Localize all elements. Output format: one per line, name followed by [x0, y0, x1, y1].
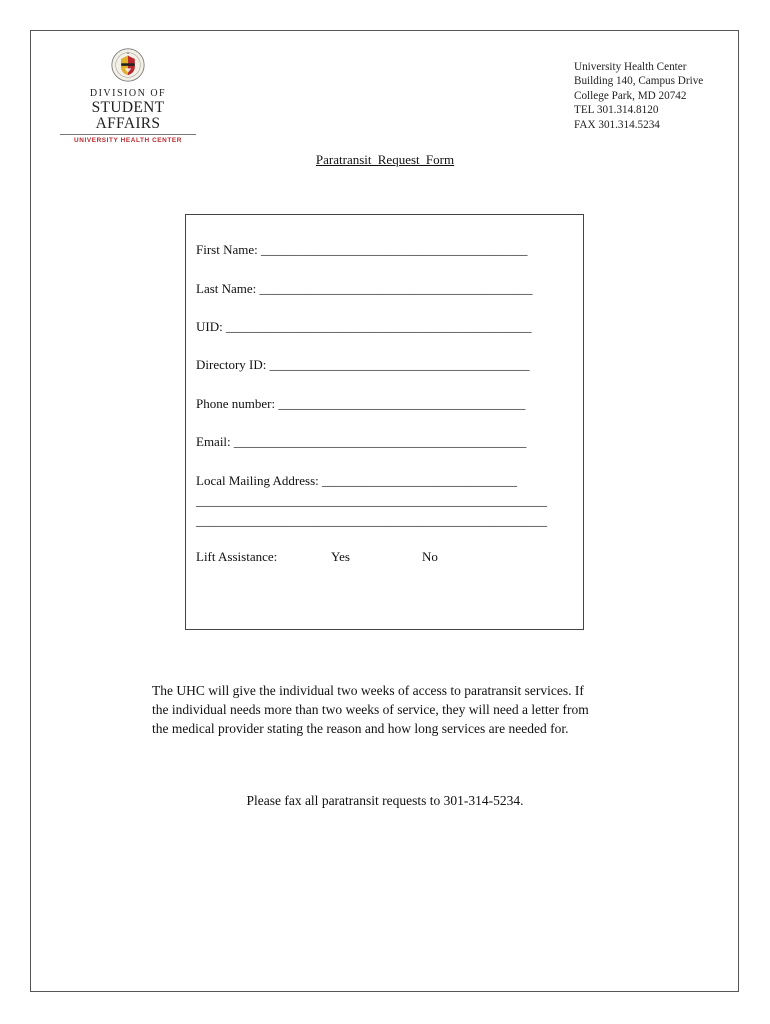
division-of-text: DIVISION OF — [89, 88, 167, 99]
notice-line: the individual needs more than two weeks of service, they will need a letter from — [152, 702, 589, 717]
address-line: TEL 301.314.8120 — [574, 104, 659, 117]
address-line: FAX 301.314.5234 — [574, 118, 660, 131]
form-title: Paratransit Request Form — [315, 152, 455, 167]
address-line: College Park, MD 20742 — [574, 89, 687, 102]
mailing-address-line-2[interactable]: ______________________________________________________ — [196, 493, 547, 508]
lift-assistance-label: Lift Assistance: — [196, 549, 278, 564]
fax-instruction: Please fax all paratransit requests to 301-314-5234. — [246, 793, 524, 808]
lift-no-option[interactable]: No — [422, 549, 438, 564]
mailing-address-line-3[interactable]: ______________________________________________________ — [196, 513, 547, 528]
first-name-field[interactable]: First Name: _________________________________________ — [196, 242, 528, 257]
notice-paragraph — [152, 681, 672, 738]
directory-id-field[interactable]: Directory ID: ________________________________________ — [196, 357, 530, 372]
local-mailing-address-field[interactable]: Local Mailing Address: ______________________________ — [196, 473, 518, 488]
notice-line: the medical provider stating the reason and how long services are needed for. — [152, 721, 569, 736]
last-name-field[interactable]: Last Name: __________________________________________ — [196, 281, 533, 296]
division-logo — [58, 48, 198, 144]
logo-divider — [60, 134, 196, 135]
address-line: University Health Center — [574, 61, 687, 73]
university-seal-icon — [111, 48, 145, 82]
lift-yes-option[interactable]: Yes — [331, 549, 350, 564]
address-block — [574, 60, 703, 132]
university-health-center-text: UNIVERSITY HEALTH CENTER — [74, 137, 182, 144]
student-affairs-text: STUDENT AFFAIRS — [91, 99, 165, 132]
notice-line: The UHC will give the individual two weeks of access to paratransit services. If — [152, 683, 584, 698]
address-line: Building 140, Campus Drive — [574, 75, 704, 88]
form-box — [185, 214, 584, 630]
uid-field[interactable]: UID: _______________________________________________ — [196, 319, 532, 334]
email-field[interactable]: Email: _____________________________________________ — [196, 434, 527, 449]
phone-number-field[interactable]: Phone number: ______________________________________ — [196, 396, 526, 411]
